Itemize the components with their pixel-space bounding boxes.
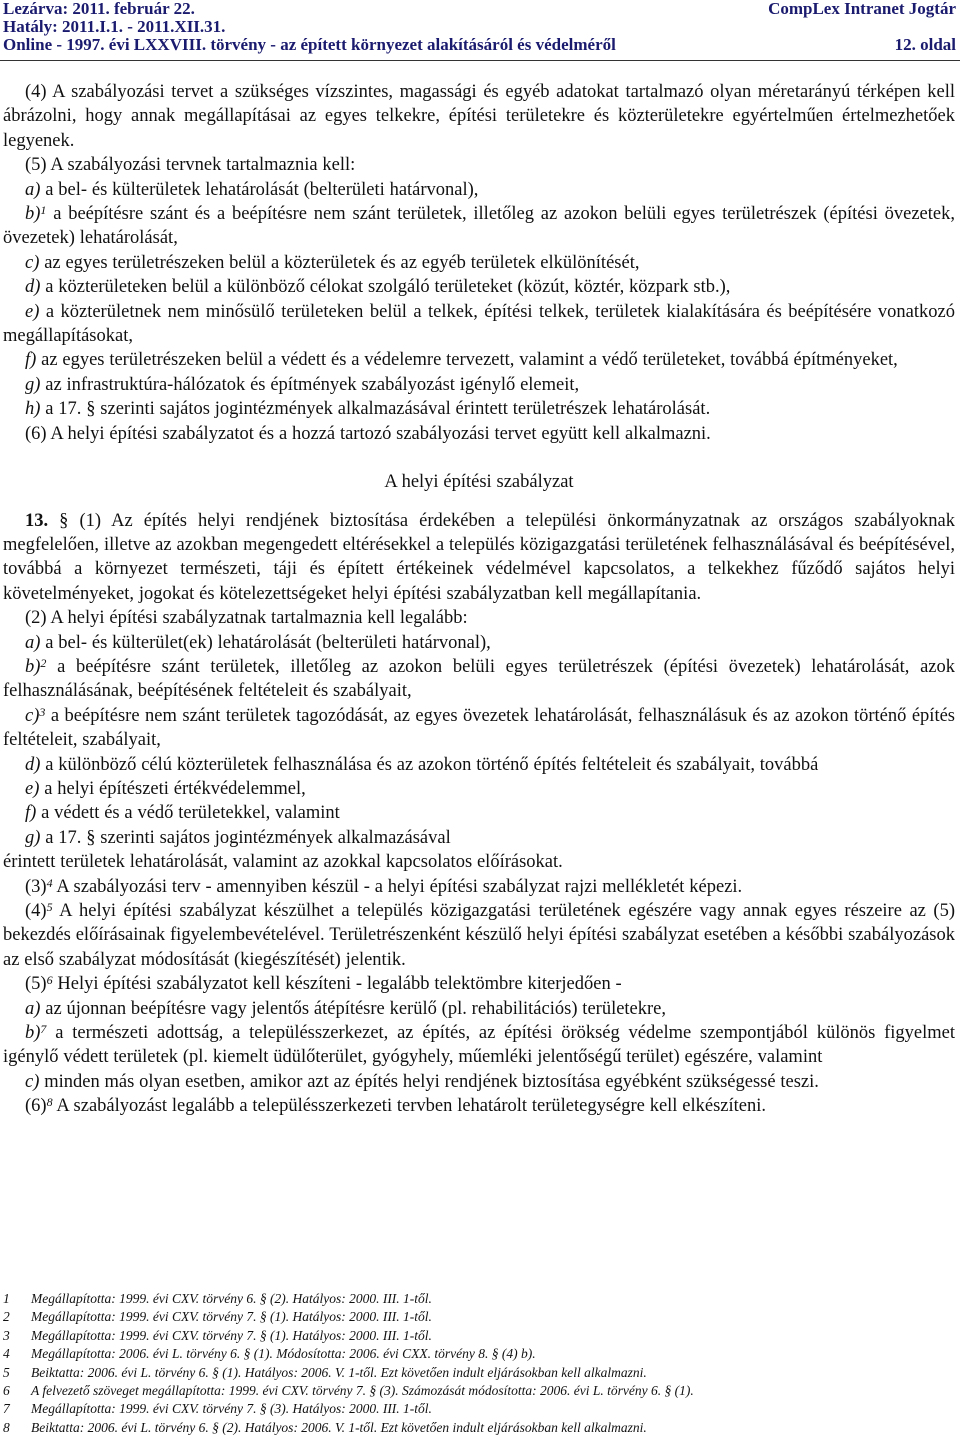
paragraph <box>3 826 955 850</box>
footnote-reference: 2 <box>40 655 47 670</box>
paragraph <box>3 777 955 801</box>
paragraph-text: az egyes területrészeken belül a védett és a védelemre tervezett, valamint a védő területeket, továbbá építményeket, <box>36 350 898 371</box>
list-marker: d) <box>25 754 41 775</box>
paragraph-text: a védett és a védő területekkel, valamint <box>36 803 340 824</box>
footnote <box>0 1345 956 1363</box>
footnote <box>0 1327 956 1345</box>
list-marker: c) <box>25 705 40 726</box>
paragraph-text: a helyi építészeti értékvédelemmel, <box>39 778 306 799</box>
footnote-reference: 1 <box>40 203 47 218</box>
paragraph <box>3 178 955 202</box>
paragraph <box>3 655 955 704</box>
paragraph-text: A szabályozást legalább a településszerkezeti tervben lehatárolt területegységre kell elkészíteni. <box>52 1096 766 1117</box>
paragraph-text: Helyi építési szabályzatot kell készíteni - legalább telektömbre kiterjedően - <box>52 974 622 995</box>
list-marker: g) <box>25 827 41 848</box>
footnote-reference: 4 <box>46 875 53 890</box>
paragraph <box>3 1070 955 1094</box>
paragraph-text: A helyi építési szabályzat <box>384 472 574 493</box>
paragraph-text: (6) <box>25 1096 47 1117</box>
paragraph-text: a bel- és külterületek lehatárolását (belterületi határvonal), <box>40 179 479 200</box>
header-row-3 <box>0 36 960 54</box>
footnote-reference: 5 <box>46 900 53 914</box>
paragraph-text: a 17. § szerinti sajátos jogintézmények alkalmazásával érintett területrészek lehatárolását. <box>40 399 711 420</box>
validity-period: Hatály: 2011.I.1. - 2011.XII.31. <box>3 17 226 36</box>
paragraph <box>3 202 955 251</box>
paragraph-text: (6) A helyi építési szabályzatot és a hozzá tartozó szabályozási tervet együtt kell alkalmazni. <box>25 423 711 444</box>
paragraph <box>3 509 955 607</box>
paragraph-text: a különböző célú közterületek felhasználása és az azokon történő építés feltételeit és szabályait, továbbá <box>40 754 819 775</box>
page-number: 12. oldal <box>894 35 956 54</box>
footnote-text: Megállapította: 1999. évi CXV. törvény 7. § (3). Hatályos: 2000. III. 1-től. <box>31 1401 432 1417</box>
footnote-text: Megállapította: 1999. évi CXV. törvény 7. § (1). Hatályos: 2000. III. 1-től. <box>31 1327 432 1343</box>
list-marker: d) <box>25 277 41 298</box>
paragraph <box>3 80 955 153</box>
paragraph-text: érintett területek lehatárolását, valamint az azokkal kapcsolatos előírásokat. <box>3 852 563 873</box>
footnote <box>0 1308 956 1326</box>
paragraph-text: a 17. § szerinti sajátos jogintézmények alkalmazásával <box>40 827 451 848</box>
footnote-number: 5 <box>3 1364 10 1380</box>
paragraph <box>3 631 955 655</box>
paragraph-text: a beépítésre szánt és a beépítésre nem szánt területek, illetőleg az azokon belüli egyes területrészek (építési övezetek, övezetek) lehatárolását, <box>3 204 955 249</box>
paragraph-text: az egyes területrészeken belül a közterületek és az egyéb területek elkülönítését, <box>39 252 640 273</box>
paragraph <box>3 850 955 874</box>
footnote-reference: 7 <box>40 1022 47 1037</box>
paragraph-text: minden más olyan esetben, amikor azt az építés helyi rendjének biztosítása egyébként szükségessé teszi. <box>39 1071 819 1092</box>
footnote-reference: 6 <box>46 973 53 988</box>
footnote-text: Beiktatta: 2006. évi L. törvény 6. § (2). Hatályos: 2006. V. 1-től. Ezt követően indult eljárásokban kell alkalmazni. <box>31 1419 647 1435</box>
paragraph <box>3 300 955 349</box>
header-row-2 <box>0 18 960 36</box>
paragraph-text: a természeti adottság, a településszerkezet, az építés, az építési örökség védelme szempontjából különös figyelmet igénylő védett területek (pl. kiemelt üdülőterület, gyógyhely, műemléki jelentőségű terület) egészére, valamint <box>3 1023 955 1068</box>
paragraph-text: (5) A szabályozási tervnek tartalmaznia kell: <box>25 155 356 176</box>
footnote-number: 8 <box>3 1419 10 1435</box>
list-marker: c) <box>25 252 40 273</box>
footnote <box>0 1382 956 1400</box>
paragraph-text: a beépítésre szánt területek, illetőleg az azokon belüli egyes területrészek (építési övezetek) lehatárolását, azok felhasználásának, beépítésének feltételeit és szabályait, <box>3 656 955 702</box>
section-heading <box>3 470 955 494</box>
paragraph <box>3 972 955 996</box>
footnote-number: 7 <box>3 1401 10 1417</box>
paragraph-text: a bel- és külterület(ek) lehatárolását (belterületi határvonal), <box>40 632 491 653</box>
footnote-reference: 8 <box>46 1095 53 1110</box>
paragraph-text: a közterületnek nem minősülő területeken belül a telkek, építési telkek, területek kialakítására és beépítésére vonatkozó megállapításokat, <box>3 301 955 347</box>
paragraph <box>3 1094 955 1118</box>
paragraph <box>3 397 955 421</box>
paragraph <box>3 348 955 372</box>
header-row-1 <box>0 0 960 18</box>
paragraph <box>3 801 955 825</box>
paragraph <box>3 753 955 777</box>
footnote-text: A felvezető szöveget megállapította: 1999. évi CXV. törvény 7. § (3). Számozását módosította: 2006. évi L. törvény 6. § (1). <box>31 1382 694 1398</box>
document-body <box>3 80 955 1119</box>
paragraph-text: § (1) Az építés helyi rendjének biztosítása érdekében a települési önkormányzatnak az országos szabályoknak megfelelően, illetve az azokban megengedett eltérésekkel a település közigazgatási területének felhasználásával és beépítésével, továbbá a környezet természeti, táji és épített értékeinek védelmével kapcsolatos, a telkekhez fűződő sajátos helyi követelményeket, jogokat és kötelezettségeket helyi építési szabályzatban kell megállapítania. <box>3 510 955 604</box>
act-title: Online - 1997. évi LXXVIII. törvény - az épített környezet alakításáról és védelméről <box>3 35 616 54</box>
closed-date: Lezárva: 2011. február 22. <box>3 0 195 18</box>
footnote <box>0 1290 956 1308</box>
paragraph-text: A szabályozási terv - amennyiben készül - a helyi építési szabályzat rajzi mellékletét képezi. <box>52 876 743 897</box>
footnote <box>0 1400 956 1418</box>
list-marker: c) <box>25 1071 40 1092</box>
list-marker: h) <box>25 399 41 420</box>
list-marker: b) <box>25 1023 41 1044</box>
footnote-number: 3 <box>3 1327 10 1343</box>
paragraph-text: a beépítésre nem szánt területek tagozódását, az egyes övezetek lehatárolását, felhasználásuk és az azokon történő építés feltételeit, szabályait, <box>3 705 955 751</box>
paragraph <box>3 875 955 899</box>
paragraph <box>3 153 955 177</box>
publisher-name: CompLex Intranet Jogtár <box>768 0 956 18</box>
list-marker: a) <box>25 632 41 653</box>
footnotes <box>0 1290 956 1437</box>
paragraph <box>3 275 955 299</box>
footnote-number: 1 <box>3 1291 10 1306</box>
paragraph-text: A helyi építési szabályzat készülhet a település közigazgatási területének egészére vagy annak egyes részeire az (5) bekezdés előírásainak figyelembevételével. Területrészenként készülő helyi építési szabályzat esetében a későbbi szabályozások az első szabályzat módosítását (kiegészítését) jelentik. <box>3 901 955 970</box>
list-marker: g) <box>25 374 41 395</box>
list-marker: f) <box>25 803 37 824</box>
footnote-text: Megállapította: 2006. évi L. törvény 6. § (1). Módosította: 2006. évi CXX. törvény 8. § (4) b). <box>31 1346 536 1362</box>
paragraph-text: (4) A szabályozási tervet a szükséges vízszintes, magassági és egyéb adatokat tartalmazó olyan méretarányú térképen kell ábrázolni, hogy annak megállapításai az egyes telkekre, építési területekre és közterületekre egyértelműen értelmezhetőek legyenek. <box>3 82 955 151</box>
paragraph-text: az újonnan beépítésre vagy jelentős átépítésre kerülő (pl. rehabilitációs) területekre, <box>40 998 667 1019</box>
paragraph <box>3 422 955 446</box>
footnote-reference: 3 <box>39 704 46 719</box>
paragraph <box>3 704 955 753</box>
paragraph-text: (5) <box>25 974 47 995</box>
list-marker: b) <box>25 656 41 677</box>
footnote <box>0 1419 956 1437</box>
footnote-number: 2 <box>3 1309 10 1325</box>
paragraph-text: a közterületeken belül a különböző célokat szolgáló területeket (közút, köztér, közpark stb.), <box>40 277 731 298</box>
paragraph-text: (3) <box>25 876 47 897</box>
paragraph <box>3 373 955 397</box>
list-marker: e) <box>25 778 40 799</box>
section-number: 13. <box>25 510 49 531</box>
footnote-number: 6 <box>3 1382 10 1398</box>
paragraph <box>3 1021 955 1070</box>
list-marker: f) <box>25 350 37 371</box>
footnote-number: 4 <box>3 1346 10 1362</box>
paragraph <box>3 606 955 630</box>
list-marker: a) <box>25 179 41 200</box>
footnote <box>0 1364 956 1382</box>
paragraph-text: (2) A helyi építési szabályzatnak tartalmaznia kell legalább: <box>25 608 468 629</box>
header-divider <box>0 60 960 61</box>
paragraph <box>3 899 955 972</box>
footnote-text: Megállapította: 1999. évi CXV. törvény 6. § (2). Hatályos: 2000. III. 1-től. <box>31 1291 432 1306</box>
list-marker: b) <box>25 204 41 225</box>
paragraph-text: az infrastruktúra-hálózatok és építmények szabályozást igénylő elemeit, <box>40 374 580 395</box>
paragraph <box>3 251 955 275</box>
page-header <box>0 0 960 54</box>
footnote-text: Megállapította: 1999. évi CXV. törvény 7. § (1). Hatályos: 2000. III. 1-től. <box>31 1309 432 1325</box>
footnote-text: Beiktatta: 2006. évi L. törvény 6. § (1). Hatályos: 2006. V. 1-től. Ezt követően indult eljárásokban kell alkalmazni. <box>31 1364 647 1380</box>
paragraph-text: (4) <box>25 901 47 921</box>
paragraph <box>3 997 955 1021</box>
list-marker: e) <box>25 301 40 322</box>
list-marker: a) <box>25 998 41 1019</box>
